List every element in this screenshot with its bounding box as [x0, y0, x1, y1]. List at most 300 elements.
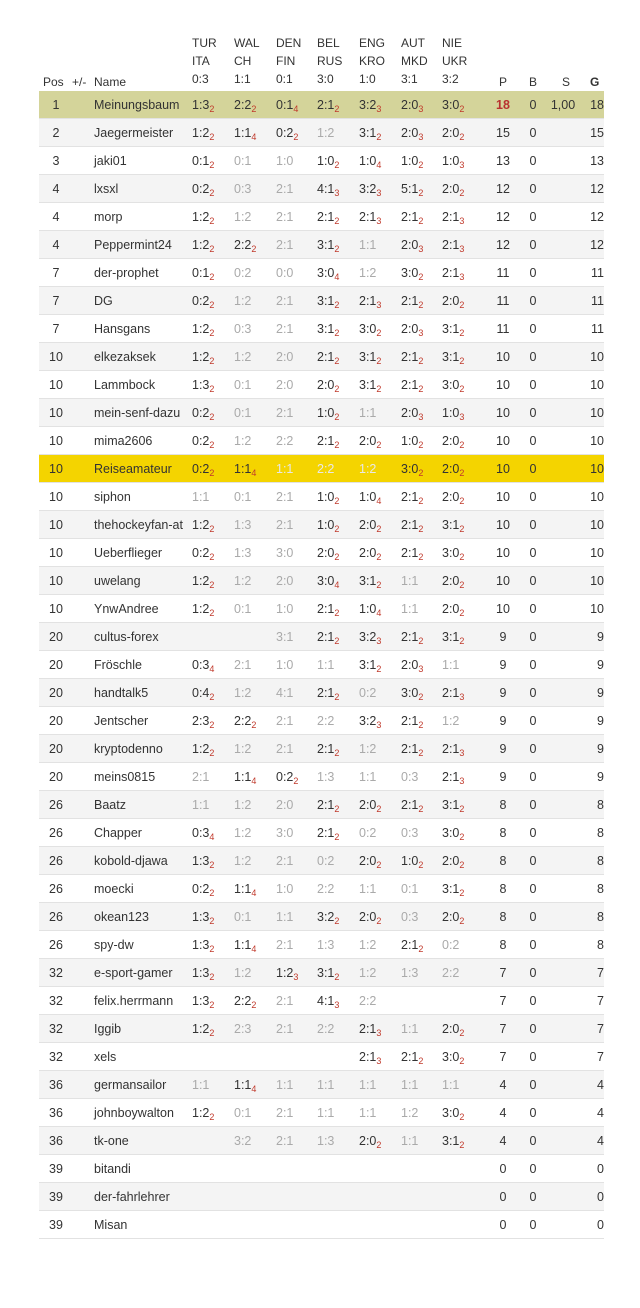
table-header: [39, 33, 604, 91]
row-tip: [401, 658, 423, 672]
tip-score: 0:1: [234, 406, 252, 420]
tip-score: 1:2: [234, 574, 252, 588]
row-player-name: germansailor: [94, 1078, 167, 1092]
tip-points: 3: [376, 1056, 382, 1066]
tip-points: 2: [459, 132, 465, 142]
tip-score: 3:1: [442, 1134, 460, 1148]
row-bonus: 0: [529, 574, 537, 588]
row-tip: [234, 658, 251, 672]
table-row[interactable]: [39, 1155, 604, 1183]
tip-score: 1:0: [359, 490, 377, 504]
row-points: 8: [499, 854, 507, 868]
row-player-name: Meinungsbaum: [94, 98, 180, 112]
tip-points: 2: [459, 384, 465, 394]
table-row[interactable]: [39, 371, 604, 399]
table-row[interactable]: [39, 511, 604, 539]
tip-score: 1:2: [234, 350, 252, 364]
row-tip: [359, 966, 376, 980]
tip-points: 2: [418, 440, 424, 450]
row-tip: [442, 658, 459, 672]
tip-points: 4: [251, 468, 257, 478]
row-tip: [401, 574, 418, 588]
table-row[interactable]: [39, 203, 604, 231]
row-tip: [234, 854, 251, 868]
tip-score: 2:1: [442, 266, 460, 280]
tip-points: 2: [459, 1112, 465, 1122]
tip-score: 1:3: [192, 854, 210, 868]
row-tip: [401, 742, 423, 756]
tip-points: 2: [418, 748, 424, 758]
table-row[interactable]: [39, 343, 604, 371]
table-row[interactable]: [39, 1043, 604, 1071]
row-bonus: 0: [529, 1022, 537, 1036]
table-row[interactable]: [39, 259, 604, 287]
tip-score: 2:0: [401, 238, 419, 252]
row-tip: [234, 1022, 251, 1036]
tip-score: 3:1: [317, 322, 335, 336]
row-tip: [442, 322, 464, 336]
row-tip: [359, 98, 381, 112]
tip-score: 2:1: [359, 1050, 377, 1064]
tip-points: 2: [209, 1000, 215, 1010]
tip-points: 2: [376, 132, 382, 142]
header-s: S: [562, 75, 571, 89]
row-tip: [192, 770, 209, 784]
tip-score: 3:1: [442, 350, 460, 364]
tip-score: 3:1: [442, 518, 460, 532]
row-position: 10: [49, 490, 63, 504]
row-total: 7: [597, 1050, 604, 1064]
table-row[interactable]: [39, 427, 604, 455]
row-total: 10: [590, 490, 604, 504]
table-row[interactable]: [39, 847, 604, 875]
tip-points: 2: [418, 300, 424, 310]
row-position: 26: [49, 938, 63, 952]
table-row[interactable]: [39, 91, 604, 119]
tip-score: 2:0: [442, 490, 460, 504]
row-tip: [234, 406, 251, 420]
row-position: 7: [52, 294, 60, 308]
row-tip: [234, 1106, 251, 1120]
row-tip: [192, 406, 214, 420]
row-position: 1: [52, 98, 60, 112]
table-row[interactable]: [39, 875, 604, 903]
tip-score: 1:1: [401, 1078, 419, 1092]
row-tip: [359, 210, 381, 224]
row-total: 12: [590, 238, 604, 252]
tip-score: 2:0: [442, 462, 460, 476]
tip-score: 0:3: [401, 910, 419, 924]
table-row[interactable]: [39, 651, 604, 679]
row-position: 32: [49, 1050, 63, 1064]
table-row[interactable]: [39, 147, 604, 175]
tip-score: 2:0: [442, 182, 460, 196]
row-tip: [234, 910, 251, 924]
row-tip: [234, 714, 256, 728]
row-total: 13: [590, 154, 604, 168]
row-tip: [401, 966, 418, 980]
row-tip: [234, 126, 256, 140]
tip-score: 3:1: [359, 126, 377, 140]
row-total: 4: [597, 1106, 604, 1120]
tip-score: 1:2: [359, 266, 377, 280]
row-tip: [442, 154, 464, 168]
tip-points: 2: [459, 1140, 465, 1150]
table-row[interactable]: [39, 959, 604, 987]
row-tip: [317, 826, 339, 840]
row-tip: [359, 266, 376, 280]
tip-points: 2: [209, 720, 215, 730]
tip-score: 1:3: [317, 1134, 335, 1148]
header-match-away: CH: [234, 54, 252, 68]
table-row[interactable]: [39, 931, 604, 959]
row-tip: [401, 686, 423, 700]
row-tip: [317, 966, 339, 980]
tip-score: 2:1: [442, 770, 460, 784]
table-row[interactable]: [39, 1127, 604, 1155]
tip-points: 2: [209, 552, 215, 562]
tip-points: 2: [376, 664, 382, 674]
tip-score: 3:0: [401, 462, 419, 476]
tip-points: 2: [334, 524, 340, 534]
row-total: 7: [597, 1022, 604, 1036]
row-points: 11: [496, 294, 510, 308]
table-row[interactable]: [39, 819, 604, 847]
table-row[interactable]: [39, 679, 604, 707]
tip-score: 1:3: [192, 994, 210, 1008]
row-tip: [317, 462, 334, 476]
tip-score: 2:1: [401, 1050, 419, 1064]
table-row[interactable]: [39, 791, 604, 819]
row-points: 11: [496, 266, 510, 280]
row-tip: [317, 546, 339, 560]
tip-score: 2:1: [401, 294, 419, 308]
tip-score: 1:2: [359, 938, 377, 952]
tip-points: 2: [209, 944, 215, 954]
tip-score: 1:2: [234, 798, 252, 812]
tip-points: 3: [376, 188, 382, 198]
row-tip: [442, 98, 464, 112]
tip-score: 2:2: [234, 714, 252, 728]
tip-score: 1:2: [192, 1022, 210, 1036]
row-tip: [276, 574, 293, 588]
row-tip: [442, 1050, 464, 1064]
row-tip: [234, 294, 251, 308]
row-player-name: Reiseamateur: [94, 462, 172, 476]
tip-points: 2: [209, 1112, 215, 1122]
tip-score: 1:1: [359, 406, 377, 420]
row-player-name: lxsxl: [94, 182, 119, 196]
table-row[interactable]: [39, 287, 604, 315]
row-tip: [401, 826, 418, 840]
tip-score: 3:0: [276, 826, 294, 840]
row-tip: [317, 798, 339, 812]
tip-points: 3: [418, 664, 424, 674]
row-bonus: 0: [529, 714, 537, 728]
row-tip: [234, 210, 251, 224]
tip-score: 2:1: [317, 630, 335, 644]
tip-points: 2: [459, 1028, 465, 1038]
tip-score: 2:1: [276, 1022, 294, 1036]
row-bonus: 0: [529, 518, 537, 532]
row-tip: [401, 1050, 423, 1064]
row-tip: [442, 490, 464, 504]
row-bonus: 0: [529, 294, 537, 308]
tip-score: 0:2: [276, 126, 294, 140]
row-bonus: 0: [529, 462, 537, 476]
row-tip: [276, 742, 293, 756]
row-tip: [276, 210, 293, 224]
tip-points: 2: [334, 300, 340, 310]
tip-score: 0:2: [192, 294, 210, 308]
row-tip: [276, 630, 293, 644]
table-row[interactable]: [39, 119, 604, 147]
row-tip: [359, 770, 376, 784]
tip-points: 4: [293, 104, 299, 114]
tip-points: 3: [418, 412, 424, 422]
tip-points: 2: [334, 244, 340, 254]
row-points: 8: [499, 910, 507, 924]
row-tip: [442, 742, 464, 756]
tip-score: 0:3: [234, 322, 252, 336]
tip-score: 3:1: [442, 630, 460, 644]
header-match-away: ITA: [192, 54, 210, 68]
row-position: 26: [49, 910, 63, 924]
tip-score: 1:0: [401, 434, 419, 448]
header-match-result: 1:1: [234, 72, 251, 86]
row-position: 39: [49, 1190, 63, 1204]
row-tip: [442, 910, 464, 924]
row-tip: [359, 910, 381, 924]
table-row[interactable]: [39, 539, 604, 567]
row-total: 4: [597, 1134, 604, 1148]
tip-score: 2:1: [401, 630, 419, 644]
row-player-name: uwelang: [94, 574, 141, 588]
row-bonus: 0: [529, 490, 537, 504]
row-bonus: 0: [529, 1190, 537, 1204]
table-row[interactable]: [39, 1015, 604, 1043]
row-total: 10: [590, 406, 604, 420]
table-row[interactable]: [39, 175, 604, 203]
row-tip: [359, 294, 381, 308]
header-match-result: 0:3: [192, 72, 209, 86]
row-tip: [234, 378, 251, 392]
row-player-name: der-fahrlehrer: [94, 1190, 170, 1204]
row-total: 0: [597, 1162, 604, 1176]
tip-score: 0:0: [276, 266, 294, 280]
tip-score: 1:1: [317, 1078, 335, 1092]
tip-score: 1:2: [276, 966, 294, 980]
row-tip: [276, 910, 293, 924]
tip-points: 3: [459, 160, 465, 170]
row-tip: [359, 686, 376, 700]
row-tip: [442, 938, 459, 952]
tip-score: 2:1: [276, 1106, 294, 1120]
tip-score: 1:0: [401, 854, 419, 868]
tip-points: 4: [334, 580, 340, 590]
row-tip: [276, 154, 293, 168]
table-row[interactable]: [39, 231, 604, 259]
table-row[interactable]: [39, 483, 604, 511]
row-tip: [359, 630, 381, 644]
row-points: 9: [499, 714, 507, 728]
table-row[interactable]: [39, 567, 604, 595]
tip-score: 1:1: [359, 238, 377, 252]
tip-points: 2: [376, 552, 382, 562]
tip-points: 4: [251, 1084, 257, 1094]
row-tip: [359, 854, 381, 868]
table-row[interactable]: [39, 903, 604, 931]
row-position: 26: [49, 826, 63, 840]
row-total: 9: [597, 714, 604, 728]
table-row[interactable]: [39, 399, 604, 427]
row-position: 20: [49, 658, 63, 672]
table-row[interactable]: [39, 595, 604, 623]
table-row[interactable]: [39, 1071, 604, 1099]
table-row[interactable]: [39, 623, 604, 651]
tip-score: 1:2: [192, 322, 210, 336]
row-position: 20: [49, 714, 63, 728]
row-bonus: 0: [529, 546, 537, 560]
row-tip: [192, 266, 214, 280]
tip-points: 4: [376, 608, 382, 618]
table-row[interactable]: [39, 1099, 604, 1127]
tip-points: 2: [418, 720, 424, 730]
row-points: 8: [499, 826, 507, 840]
row-total: 18: [590, 98, 604, 112]
row-position: 7: [52, 266, 60, 280]
table-row[interactable]: [39, 735, 604, 763]
tip-points: 2: [293, 132, 299, 142]
row-position: 4: [52, 238, 60, 252]
row-tip: [234, 490, 251, 504]
row-points: 9: [499, 686, 507, 700]
row-player-name: thehockeyfan-at: [94, 518, 183, 532]
table-row[interactable]: [39, 455, 604, 483]
tip-score: 2:0: [359, 1134, 377, 1148]
row-player-name: Hansgans: [94, 322, 151, 336]
table-row[interactable]: [39, 987, 604, 1015]
row-position: 20: [49, 630, 63, 644]
row-player-name: tk-one: [94, 1134, 129, 1148]
table-row[interactable]: [39, 1183, 604, 1211]
tip-score: 2:0: [442, 910, 460, 924]
tip-points: 2: [459, 580, 465, 590]
tip-score: 1:1: [192, 1078, 210, 1092]
row-total: 8: [597, 882, 604, 896]
tip-score: 2:1: [359, 210, 377, 224]
tip-score: 3:2: [359, 182, 377, 196]
tip-points: 2: [418, 272, 424, 282]
table-row[interactable]: [39, 763, 604, 791]
tip-score: 0:1: [192, 266, 210, 280]
row-position: 36: [49, 1078, 63, 1092]
header-b: B: [529, 75, 538, 89]
row-tip: [401, 210, 423, 224]
tip-score: 3:1: [442, 798, 460, 812]
tip-points: 2: [209, 244, 215, 254]
row-player-name: elkezaksek: [94, 350, 156, 364]
tip-points: 4: [334, 272, 340, 282]
tip-score: 0:2: [442, 938, 460, 952]
tip-points: 2: [418, 1056, 424, 1066]
tip-score: 2:1: [317, 742, 335, 756]
tip-score: 3:0: [442, 98, 460, 112]
row-tip: [276, 490, 293, 504]
row-points: 10: [496, 350, 510, 364]
tip-points: 3: [376, 636, 382, 646]
tip-points: 2: [334, 636, 340, 646]
row-tip: [234, 98, 256, 112]
tip-points: 4: [209, 832, 215, 842]
tip-score: 0:2: [276, 770, 294, 784]
tip-points: 2: [418, 860, 424, 870]
row-position: 32: [49, 1022, 63, 1036]
table-row[interactable]: [39, 1211, 604, 1239]
row-position: 10: [49, 378, 63, 392]
row-tip: [442, 406, 464, 420]
tip-score: 1:0: [359, 154, 377, 168]
row-tip: [234, 154, 251, 168]
table-row[interactable]: [39, 315, 604, 343]
row-points: 15: [496, 126, 510, 140]
row-player-name: mein-senf-dazu: [94, 406, 181, 420]
row-bonus: 0: [529, 266, 537, 280]
row-position: 4: [52, 210, 60, 224]
row-tip: [442, 966, 459, 980]
tip-score: 1:2: [192, 574, 210, 588]
row-tip: [317, 1134, 334, 1148]
tip-score: 3:1: [317, 966, 335, 980]
row-tip: [401, 1022, 418, 1036]
tip-points: 2: [209, 468, 215, 478]
row-total: 8: [597, 910, 604, 924]
tip-score: 3:2: [359, 630, 377, 644]
table-row[interactable]: [39, 707, 604, 735]
row-tip: [359, 378, 381, 392]
tip-points: 2: [418, 524, 424, 534]
row-tip: [317, 742, 339, 756]
tip-score: 3:0: [442, 826, 460, 840]
tip-score: 2:0: [317, 378, 335, 392]
tip-score: 0:3: [401, 770, 419, 784]
row-total: 0: [597, 1190, 604, 1204]
tip-score: 2:0: [442, 854, 460, 868]
row-bonus: 0: [529, 406, 537, 420]
row-total: 10: [590, 518, 604, 532]
row-tip: [317, 658, 334, 672]
row-tip: [359, 490, 381, 504]
row-tip: [276, 182, 293, 196]
tip-score: 2:0: [359, 518, 377, 532]
row-tip: [276, 966, 298, 980]
tip-points: 2: [209, 216, 215, 226]
tip-score: 4:1: [317, 994, 335, 1008]
row-tip: [442, 266, 464, 280]
row-player-name: Iggib: [94, 1022, 122, 1036]
row-tip: [276, 378, 293, 392]
tip-score: 1:1: [442, 1078, 460, 1092]
row-tip: [442, 882, 464, 896]
row-points: 4: [499, 1106, 507, 1120]
tip-score: 0:1: [234, 602, 252, 616]
row-bonus: 0: [529, 182, 537, 196]
row-points: 12: [496, 210, 510, 224]
row-tip: [442, 546, 464, 560]
row-tip: [359, 462, 376, 476]
tip-points: 2: [459, 496, 465, 506]
header-match-result: 0:1: [276, 72, 293, 86]
